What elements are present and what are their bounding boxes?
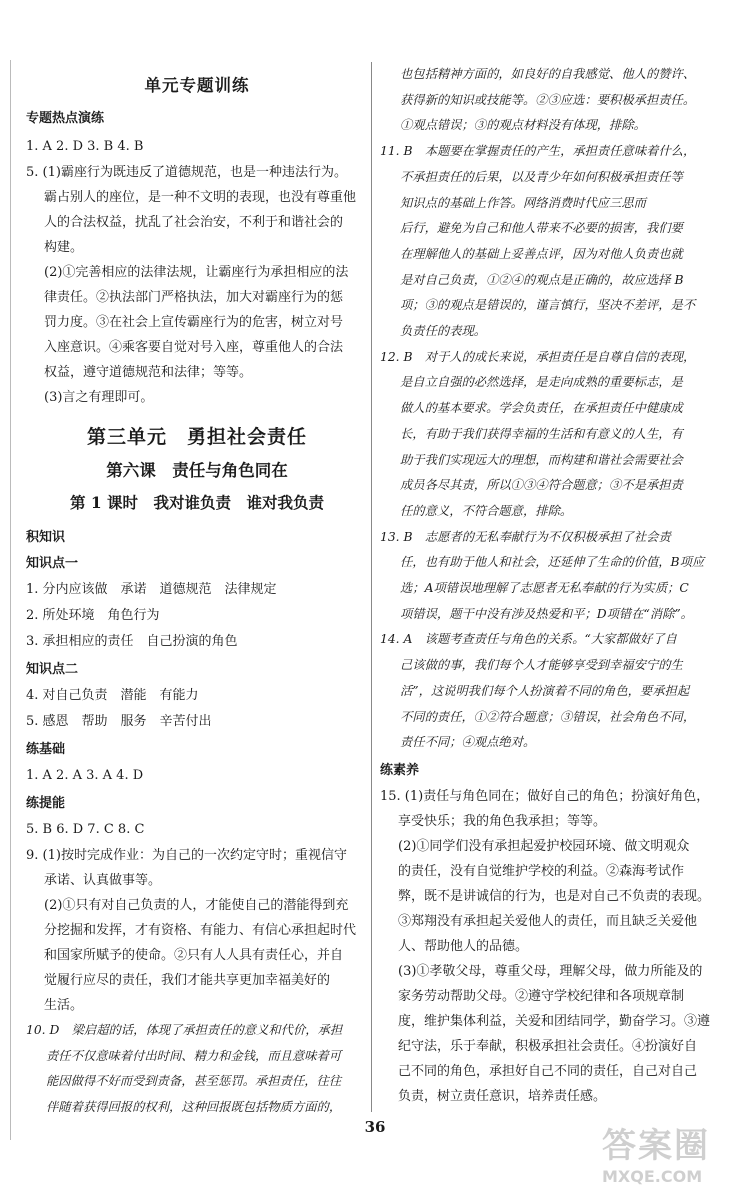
- text-line: 不同的责任，①②符合题意；③错误，社会角色不同，: [400, 709, 696, 724]
- watermark-text: 答案圈: [602, 1126, 710, 1166]
- question-5-answer: [26, 160, 368, 410]
- text-line: ③郑翔没有承担起关爱他人的责任，而且缺乏关爱他: [398, 913, 698, 929]
- improve-answers: 5. B 6. D 7. C 8. C: [26, 822, 145, 837]
- practice-improve-heading: 练提能: [26, 796, 66, 811]
- text-line: 生活。: [44, 998, 84, 1013]
- text-line: 是自立自强的必然选择，是走向成熟的重要标志，是: [400, 375, 683, 390]
- text-line: 任的意义，不符合题意，排除。: [400, 503, 573, 518]
- practice-basic-heading: 练基础: [26, 742, 66, 757]
- text-line: 不承担责任的后果，以及青少年如何积极承担责任等: [400, 169, 683, 184]
- text-line: 活”，这说明我们每个人扮演着不同的角色，要承担起: [400, 683, 690, 698]
- text-line: (2)①完善相应的法律法规，让霸座行为承担相应的法: [44, 265, 349, 280]
- question-15-answer: [380, 784, 726, 1109]
- text-line: 成员各尽其责，所以①③④符合题意；③不是承担责: [400, 478, 683, 493]
- text-line: 弊，既不是讲诚信的行为，也是对自己不负责的表现。: [398, 888, 711, 904]
- text-line: 获得新的知识或技能等。②③应选：要积极承担责任。: [400, 92, 696, 107]
- text-line: 5. (1)霸座行为既违反了道德规范，也是一种违法行为。: [26, 165, 347, 180]
- period-one-title: 第 1 课时 我对谁负责 谁对我负责: [69, 493, 325, 512]
- practice-literacy-heading: 练素养: [380, 762, 420, 778]
- text-line: 是对自己负责，①②④的观点是正确的，故应选择 B: [400, 272, 684, 287]
- text-line: 度，维护集体利益，关爱和团结同学，勤奋学习。③遵: [398, 1013, 711, 1029]
- text-line: 知识点的基础上作答。网络消费时代应三思而: [400, 195, 646, 210]
- column-divider: [371, 62, 372, 1112]
- text-line: 构建。: [44, 240, 84, 255]
- text-line: 和国家所赋予的使命。②只有人人具有责任心，并自: [44, 948, 344, 963]
- text-line: 11. B 本题要在掌握责任的产生，承担责任意味着什么，: [380, 144, 696, 159]
- text-line: 享受快乐；我的角色我承担；等等。: [398, 813, 607, 829]
- text-line: (2)①同学们没有承担起爱护校园环境、做文明观众: [398, 838, 690, 854]
- text-line: 后行，避免为自己和他人带来不必要的损害，我们要: [400, 221, 683, 236]
- text-line: ①观点错误；③的观点材料没有体现，排除。: [400, 118, 646, 133]
- right-column: [380, 62, 726, 1109]
- basic-answers: 1. A 2. A 3. A 4. D: [26, 768, 144, 783]
- left-column: [26, 62, 368, 1121]
- text-line: 助于我们实现远大的理想，而构建和谐社会需要社会: [400, 452, 683, 467]
- text-line: 家务劳动帮助父母。②遵守学校纪律和各项规章制: [398, 988, 685, 1004]
- text-line: 负责任的表现。: [400, 324, 487, 339]
- knowledge-line: 3. 承担相应的责任 自己扮演的角色: [26, 634, 238, 649]
- knowledge-line: 5. 感恩 帮助 服务 辛苦付出: [26, 714, 212, 729]
- question-9-answer: [26, 843, 368, 1018]
- page-number: 36: [364, 1118, 386, 1136]
- text-line: 10. D 梁启超的话，体现了承担责任的意义和代价，承担: [26, 1023, 343, 1037]
- text-line: 12. B 对于人的成长来说，承担责任是自尊自信的表现，: [380, 349, 696, 364]
- text-line: 人的合法权益，扰乱了社会治安，不利于和谐社会的: [44, 215, 344, 230]
- text-line: (3)言之有理即可。: [44, 390, 154, 405]
- page-edge-line: [10, 60, 11, 1140]
- text-line: 伴随着获得回报的权利，这种回报既包括物质方面的，: [46, 1100, 342, 1115]
- text-line: 承诺、认真做事等。: [44, 873, 162, 888]
- text-line: 也包括精神方面的，如良好的自我感觉、他人的赞许、: [400, 67, 696, 81]
- text-line: 做人的基本要求。学会负责任，在承担责任中健康成: [400, 401, 683, 416]
- text-line: (2)①只有对自己负责的人，才能使自己的潜能得到充: [44, 898, 349, 913]
- text-line: 项错误，题干中没有涉及热爱和平；D项错在“消除”。: [400, 606, 693, 621]
- text-line: 霸占别人的座位，是一种不文明的表现，也没有尊重他: [44, 190, 357, 205]
- knowledge-line: 2. 所处环境 角色行为: [26, 608, 160, 623]
- text-line: 选；A项错误地理解了志愿者无私奉献的行为实质；C: [400, 581, 689, 596]
- text-line: 人、帮助他人的品德。: [398, 938, 529, 954]
- knowledge-line: 1. 分内应该做 承诺 道德规范 法律规定: [26, 582, 277, 597]
- knowledge-point-1-heading: 知识点一: [26, 556, 79, 571]
- text-line: 9. (1)按时完成作业：为自己的一次约定守时；重视信守: [26, 848, 347, 863]
- question-11-answer: [380, 139, 726, 345]
- text-line: 任，也有助于他人和社会，还延伸了生命的价值，B项应: [400, 555, 705, 570]
- watermark-url: MXQE.COM: [602, 1167, 703, 1186]
- text-line: 责任不仅意味着付出时间、精力和金钱，而且意味着可: [46, 1048, 342, 1063]
- text-line: 长，有助于我们获得幸福的生活和有意义的人生，有: [400, 426, 683, 441]
- text-line: 权益，遵守道德规范和法律；等等。: [44, 365, 253, 380]
- question-12-answer: [380, 345, 726, 525]
- text-line: 13. B 志愿者的无私奉献行为不仅积极承担了社会责: [380, 529, 671, 544]
- text-line: 14. A 该题考查责任与角色的关系。“大家都做好了自: [380, 632, 677, 647]
- text-line: 项；③的观点是错误的，谨言慎行，坚决不差评，是不: [400, 298, 696, 313]
- watermark-logo: [602, 1118, 742, 1186]
- text-line: 觉履行应尽的责任，我们才能共享更加幸福美好的: [44, 973, 331, 988]
- text-line: 负责，树立责任意识，培养责任感。: [398, 1088, 607, 1104]
- text-line: 己该做的事，我们每个人才能够享受到幸福安宁的生: [400, 658, 683, 673]
- text-line: 能因做得不好而受到责备，甚至惩罚。承担责任，往往: [46, 1074, 342, 1089]
- text-line: 入座意识。④乘客要自觉对号入座，尊重他人的合法: [44, 340, 344, 355]
- text-line: 的责任，没有自觉维护学校的利益。②森海考试作: [398, 863, 685, 879]
- lesson-six-title: 第六课 责任与角色同在: [106, 461, 288, 480]
- question-14-answer: [380, 627, 726, 756]
- unit-practice-title: 单元专题训练: [144, 76, 250, 95]
- text-line: 罚力度。③在社会上宣传霸座行为的危害，树立对号: [44, 315, 344, 330]
- answers-1-4: 1. A 2. D 3. B 4. B: [26, 139, 144, 154]
- text-line: 15. (1)责任与角色同在；做好自己的角色；扮演好角色，: [380, 788, 710, 804]
- question-13-answer: [380, 525, 726, 628]
- text-line: 律责任。②执法部门严格执法，加大对霸座行为的惩: [44, 290, 344, 305]
- unit-three-title: 第三单元 勇担社会责任: [86, 426, 307, 448]
- text-line: 在理解他人的基础上妥善点评，因为对他人负责也就: [400, 246, 683, 261]
- text-line: (3)①孝敬父母，尊重父母，理解父母，做力所能及的: [398, 963, 703, 979]
- question-10-continued: [380, 62, 726, 139]
- text-line: 责任不同；④观点绝对。: [400, 735, 536, 750]
- text-line: 分挖掘和发挥，才有资格、有能力、有信心承担起时代: [44, 923, 357, 938]
- topic-section-heading: 专题热点演练: [26, 111, 105, 126]
- knowledge-line: 4. 对自己负责 潜能 有能力: [26, 688, 199, 703]
- question-10-answer: [26, 1018, 368, 1121]
- accumulate-heading: 积知识: [26, 530, 66, 545]
- text-line: 纪守法，乐于奉献，积极承担社会责任。④扮演好自: [398, 1038, 698, 1054]
- knowledge-point-2-heading: 知识点二: [26, 662, 79, 677]
- text-line: 己不同的角色，承担好自己不同的责任，自己对自己: [398, 1063, 698, 1079]
